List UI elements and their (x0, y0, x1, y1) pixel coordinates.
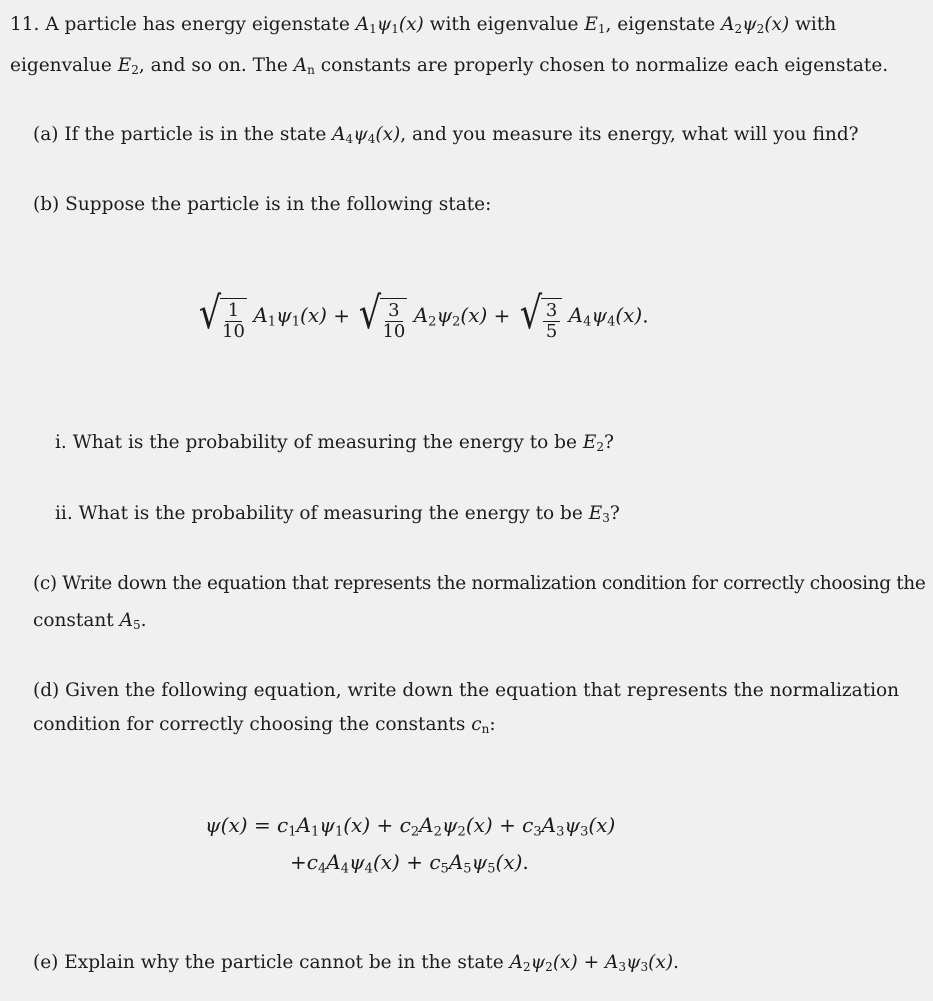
problem-number: 11. (10, 14, 40, 35)
part-c-label: (c) (33, 573, 57, 594)
part-e-label: (e) (33, 952, 59, 973)
intro-text-6: , and so on. The (138, 55, 288, 76)
part-a (33, 124, 859, 146)
part-b (33, 194, 491, 215)
coef2-num: 3 (385, 301, 402, 322)
intro-text-7: constants are properly chosen to normalize each eigenstate. (320, 55, 889, 76)
term-3: $A_4\psi_4(x)$ (568, 303, 643, 330)
intro-text-3: , eigenstate (605, 14, 716, 35)
coef2-den: 10 (382, 320, 406, 342)
part-d-text-1: Given the following equation, write down the equation that represents the normalization (65, 680, 900, 701)
psi-equation-line-1 (205, 813, 615, 839)
term-2: $A_2\psi_2(x)$ (413, 303, 488, 330)
part-d-label: (d) (33, 680, 60, 701)
sqrt-term-3 (517, 288, 563, 342)
part-d-text-2: condition for correctly choosing the constants (33, 714, 466, 735)
coef1-num: 1 (225, 301, 242, 322)
math-E1: $E_1$ (584, 14, 606, 36)
psi-equation-line-2 (290, 850, 529, 876)
math-A4-psi4: $A_4\psi_4(x)$ (332, 124, 401, 146)
math-A2-psi2: $A_2\psi_2(x)$ (721, 14, 790, 36)
coef1-den: 10 (222, 320, 245, 342)
psi-expansion-1: $\psi(x) = c_1A_1\psi_1(x) + c_2A_2\psi_2(x) + c_3A_3\psi_3(x)$ (205, 813, 616, 840)
math-superposition: $A_2\psi_2(x) + A_3\psi_3(x)$ (509, 952, 674, 974)
part-c-line-1 (33, 573, 925, 594)
math-E2: $E_2$ (582, 432, 605, 454)
intro-text-1: A particle has energy eigenstate (45, 14, 350, 35)
coef3-num: 3 (543, 301, 560, 322)
radical-sign: √ (519, 288, 543, 339)
part-c-text-1: Write down the equation that represents the normalization condition for correctly choosing the (62, 573, 926, 594)
coef3-den: 5 (545, 320, 558, 342)
sqrt-term-2 (356, 288, 407, 342)
part-b-question-ii: ii. What is the probability of measuring the energy to be $E_3$? (55, 503, 620, 525)
part-c-text-2: constant (33, 610, 114, 631)
math-A1-psi1: $A_1\psi_1(x)$ (355, 14, 424, 36)
intro-text-5: eigenvalue (10, 55, 112, 76)
q1-text: What is the probability of measuring the energy to be (72, 432, 577, 453)
radical-sign: √ (198, 288, 222, 339)
part-c-line-2: constant $A_5$. (33, 610, 147, 632)
part-b-question-i: i. What is the probability of measuring the energy to be $E_2$? (55, 432, 614, 454)
math-E2: $E_2$ (117, 55, 139, 77)
intro-line-2 (10, 55, 888, 77)
part-a-text-1: If the particle is in the state (64, 124, 327, 145)
part-b-label: (b) (33, 194, 60, 215)
part-a-label: (a) (33, 124, 59, 145)
part-b-text: Suppose the particle is in the following state: (65, 194, 492, 215)
psi-expansion-2: $+c_4A_4\psi_4(x) + c_5A_5\psi_5(x)$. (290, 850, 529, 877)
math-An: $A_n$ (293, 55, 315, 77)
q2-label: ii. (55, 503, 73, 524)
term-1: $A_1\psi_1(x)$ (253, 303, 327, 330)
sqrt-term-1 (196, 288, 247, 342)
part-d-line-2: condition for correctly choosing the constants $c_n$: (33, 714, 496, 736)
q1-label: i. (55, 432, 67, 453)
part-a-text-2: , and you measure its energy, what will you find? (400, 124, 859, 145)
math-A5: $A_5$ (119, 610, 141, 632)
intro-text-4: with (795, 14, 837, 35)
math-E3: $E_3$ (588, 503, 610, 525)
part-d-line-1 (33, 680, 899, 701)
part-e-text: Explain why the particle cannot be in the state (64, 952, 504, 973)
math-cn: $c_n$ (471, 714, 490, 736)
state-equation: √ $\frac{1}{10}$ $A_1\psi_1(x)$ + √ $\frac{3}{10}$ $A_2\psi_2(x)$ + √ $\frac{3}{5}$ $A_4\psi_4(x)$. (196, 292, 649, 342)
radical-sign: √ (359, 288, 382, 339)
q2-text: What is the probability of measuring the energy to be (78, 503, 583, 524)
intro-text-2: with eigenvalue (429, 14, 579, 35)
intro-line-1 (10, 14, 836, 36)
part-e: (e) Explain why the particle cannot be in the state $A_2\psi_2(x) + A_3\psi_3(x)$. (33, 952, 679, 974)
